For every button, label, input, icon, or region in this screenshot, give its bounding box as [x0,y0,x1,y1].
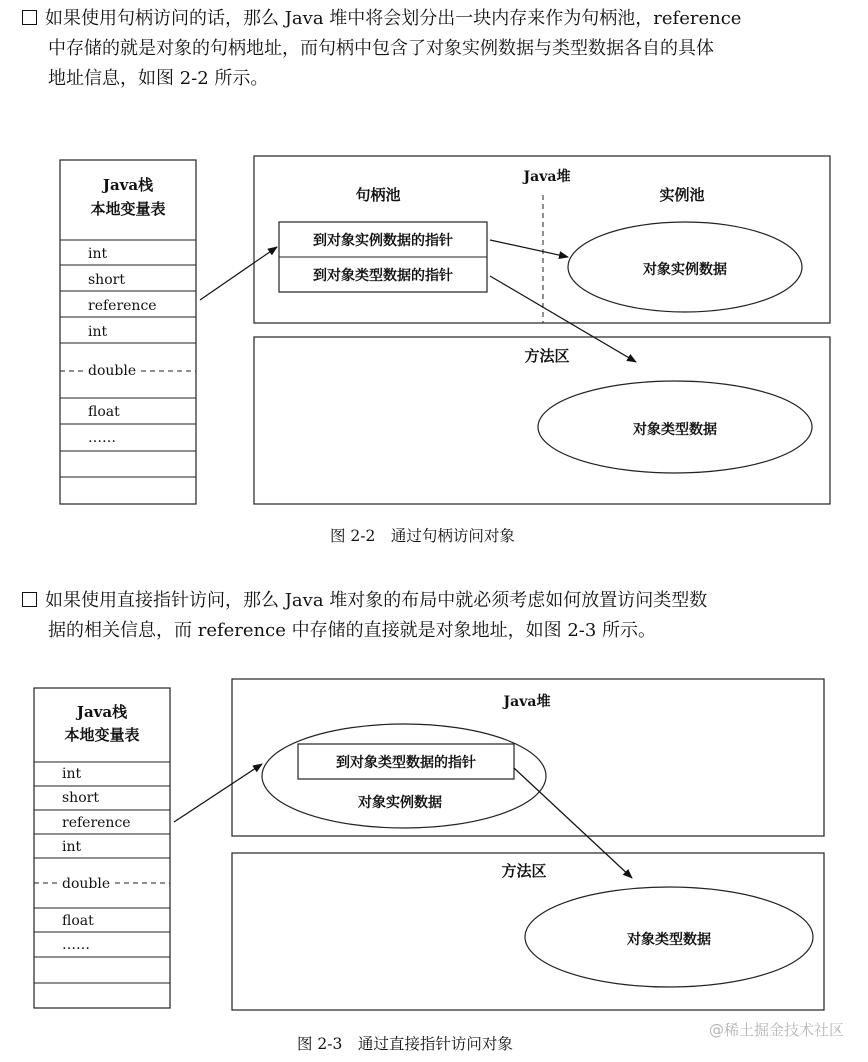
figure-2-2-caption: 图 2-2 通过句柄访问对象 [330,527,515,545]
fig1-ptr-instance: 到对象实例数据的指针 [313,233,453,249]
fig1-handle-pool-label: 句柄池 [355,186,401,204]
fig1-stack-title-2: 本地变量表 [90,200,166,218]
fig1-ptr-type: 到对象类型数据的指针 [313,268,453,284]
fig2-stack-item-double: double [62,876,111,892]
fig1-stack-item-short: short [88,272,125,288]
fig1-stack-item-reference: reference [88,298,157,314]
fig2-heap-label: Java堆 [503,694,551,710]
fig1-heap-label: Java堆 [523,169,571,185]
fig1-stack-item-ellipsis: …… [88,430,116,446]
fig1-instance-data: 对象实例数据 [643,262,727,278]
figure-2-3-caption: 图 2-3 通过直接指针访问对象 [297,1035,513,1053]
para1-line3: 地址信息，如图 2-2 所示。 [48,68,269,89]
fig2-stack-item-short: short [62,790,99,806]
fig2-type-data: 对象类型数据 [627,932,711,948]
fig2-stack-item-int: int [62,766,82,782]
fig2-java-heap [232,679,824,836]
para1-line1: 如果使用句柄访问的话，那么 Java 堆中将会划分出一块内存来作为句柄池，reference [45,8,742,29]
fig1-method-area-label: 方法区 [524,347,570,365]
fig1-instance-pool-label: 实例池 [659,186,705,204]
fig1-type-data: 对象类型数据 [633,422,717,438]
fig2-instance-data: 对象实例数据 [358,795,442,811]
fig2-stack-item-ellipsis: …… [62,937,90,953]
fig2-stack-title-1: Java栈 [76,703,128,721]
watermark-text: @稀土掘金技术社区 [708,1021,844,1039]
fig2-method-area-label: 方法区 [501,862,547,880]
fig2-stack-title-2: 本地变量表 [64,726,140,744]
para2-line2: 据的相关信息，而 reference 中存储的直接就是对象地址，如图 2-3 所示。 [48,620,657,641]
para2-line1: 如果使用直接指针访问，那么 Java 堆对象的布局中就必须考虑如何放置访问类型数 [45,590,708,611]
fig2-stack-item-reference: reference [62,815,131,831]
fig1-stack-item-int: int [88,246,108,262]
fig2-arrow-reference-to-object [174,764,262,822]
fig1-stack-item-double: double [88,363,137,379]
fig2-java-stack-table [34,688,170,1008]
fig1-stack-item-float: float [88,404,120,420]
fig2-method-area [232,853,824,1010]
fig1-stack-item-int-2: int [88,324,108,340]
para1-line2: 中存储的就是对象的句柄地址，而句柄中包含了对象实例数据与类型数据各自的具体 [48,38,714,59]
fig2-stack-item-float: float [62,913,94,929]
fig2-ptr-type: 到对象类型数据的指针 [336,755,476,771]
fig2-stack-item-int-2: int [62,839,82,855]
fig1-stack-title-1: Java栈 [102,176,154,194]
